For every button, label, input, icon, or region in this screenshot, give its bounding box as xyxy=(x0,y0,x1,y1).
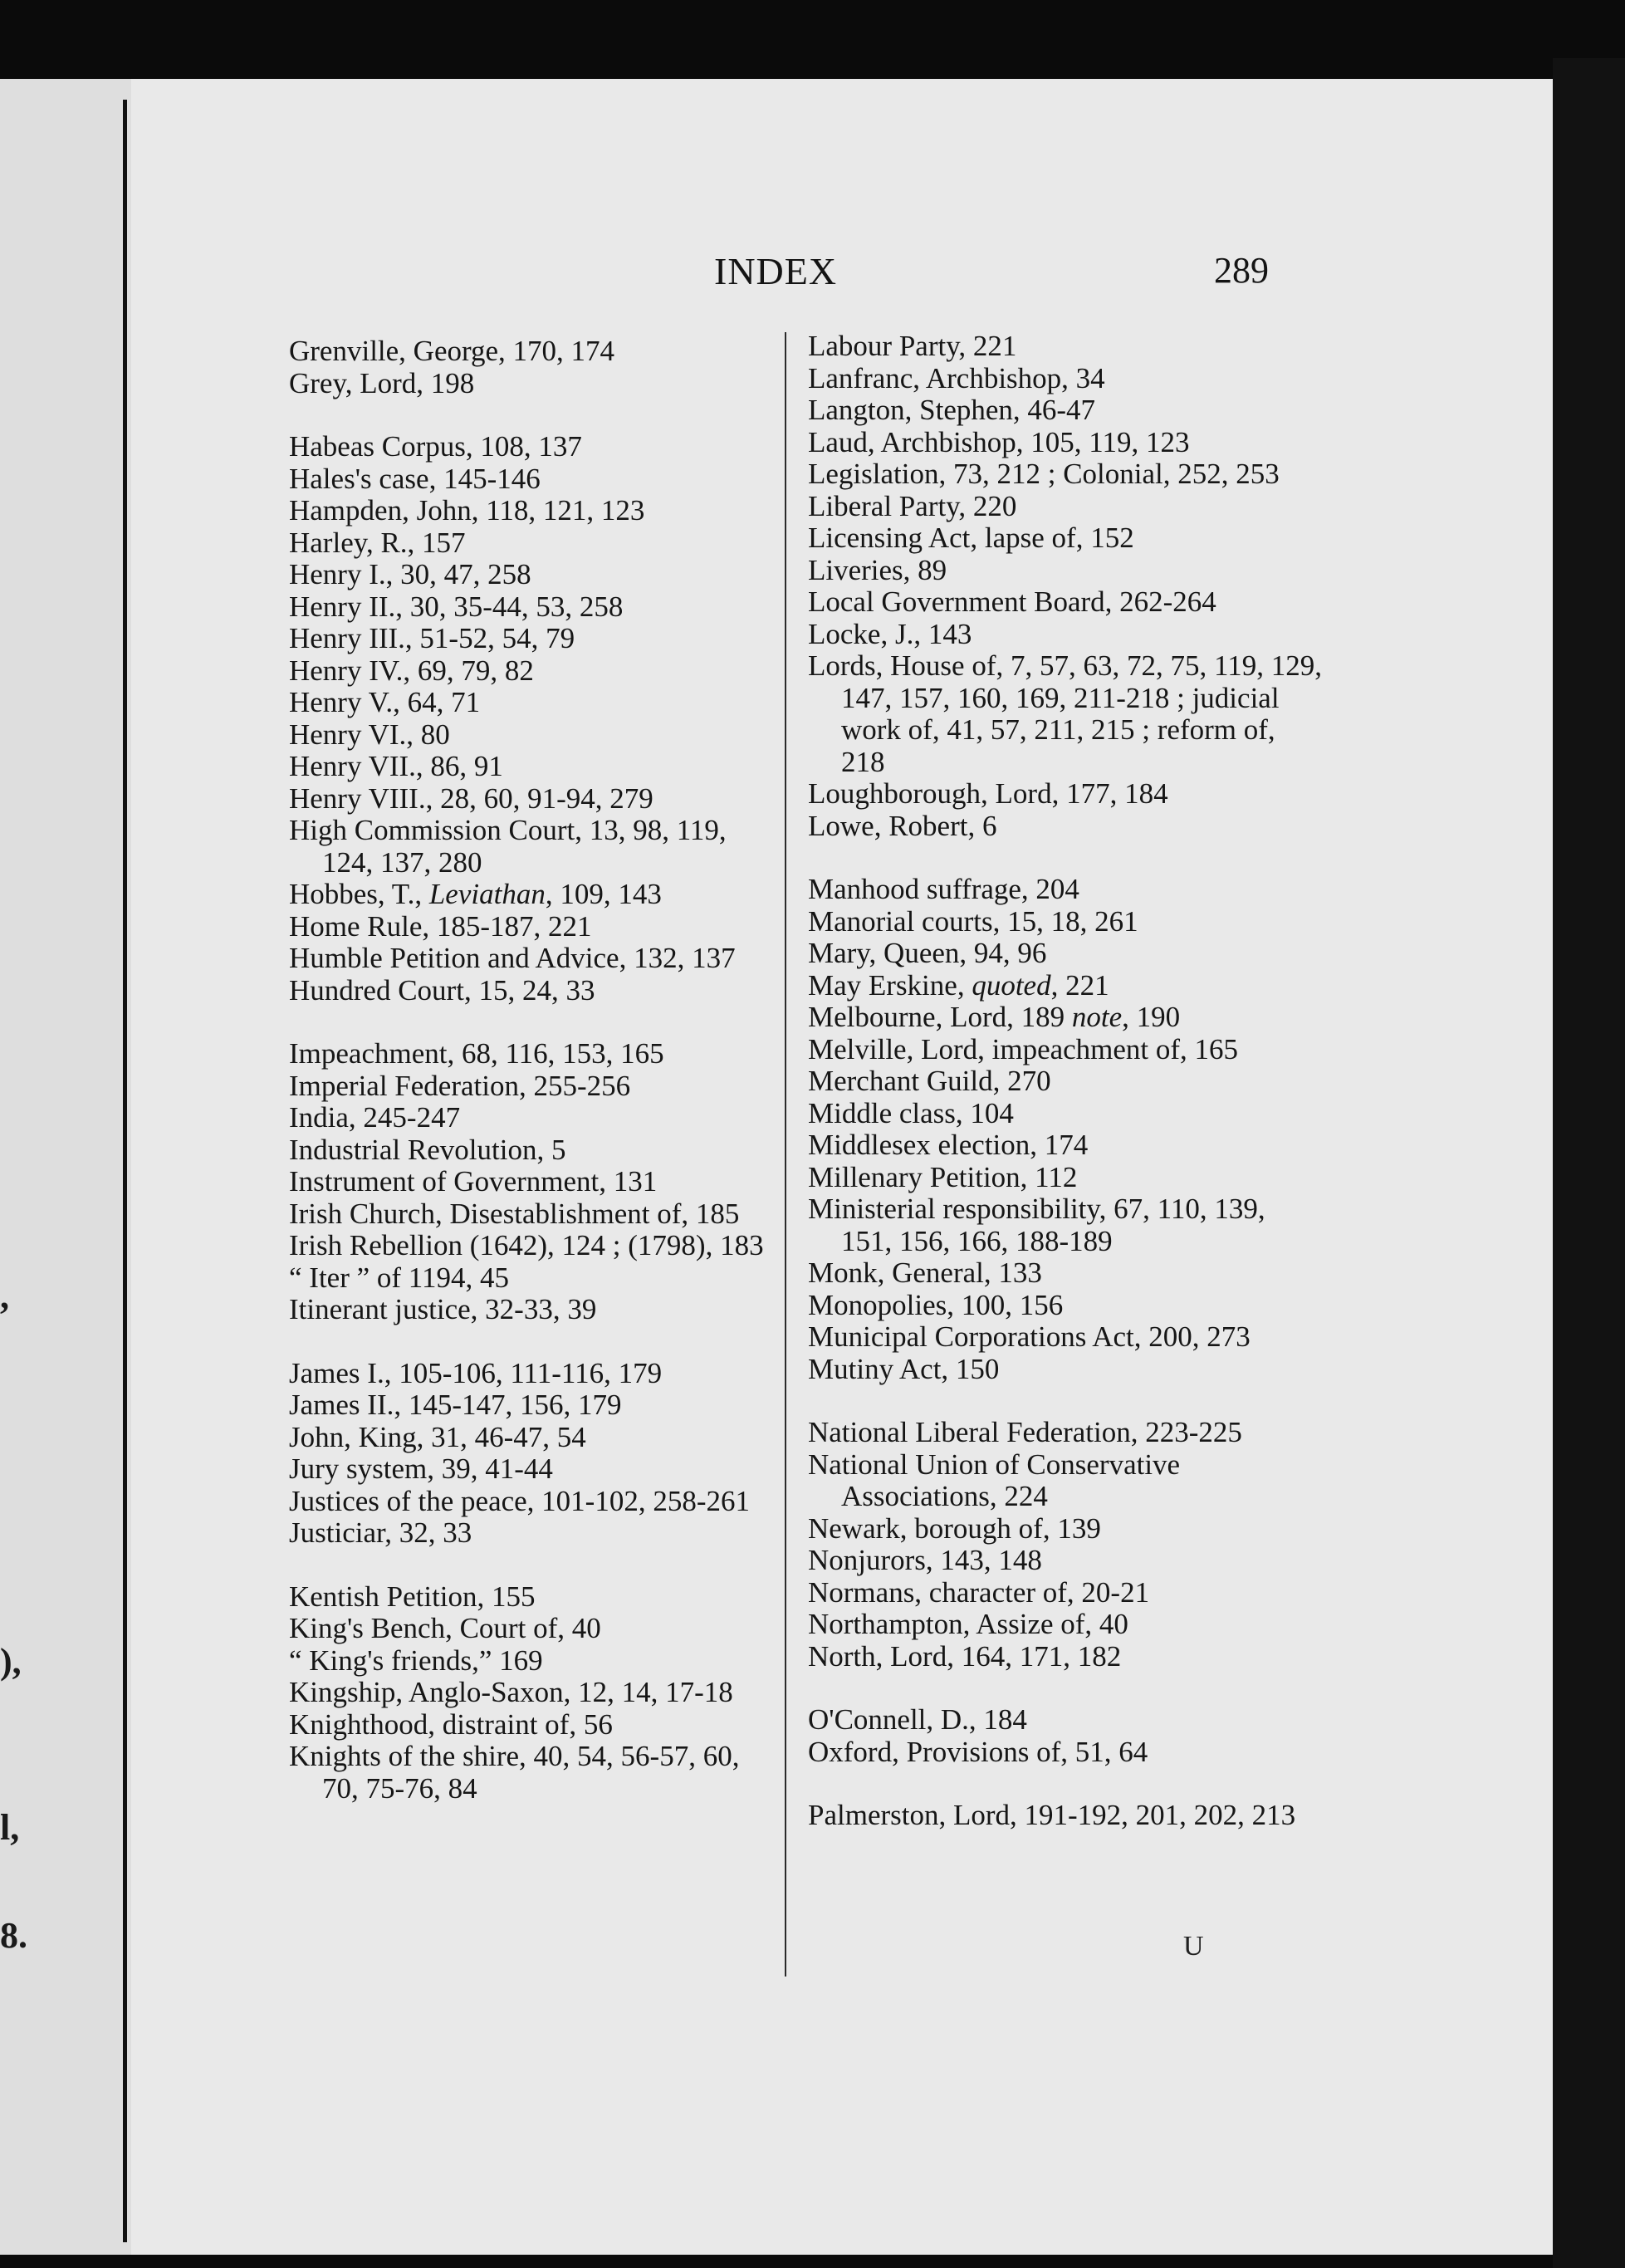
index-entry: Kingship, Anglo-Saxon, 12, 14, 17-18 xyxy=(289,1676,733,1708)
index-entry: Hales's case, 145-146 xyxy=(289,462,541,495)
index-entry: Millenary Petition, 112 xyxy=(808,1160,1078,1193)
index-entry: James I., 105-106, 111-116, 179 xyxy=(289,1356,663,1389)
page-number: 289 xyxy=(1214,250,1269,291)
index-entry: Melville, Lord, impeachment of, 165 xyxy=(808,1032,1239,1065)
index-entry: Mutiny Act, 150 xyxy=(808,1352,1000,1385)
index-entry: Laud, Archbishop, 105, 119, 123 xyxy=(808,425,1190,458)
italic-word: quoted xyxy=(972,968,1051,1002)
index-entry: Liveries, 89 xyxy=(808,553,947,586)
index-entry: Hundred Court, 15, 24, 33 xyxy=(289,973,595,1007)
index-entry: Henry V., 64, 71 xyxy=(289,686,481,718)
index-entry: Melbourne, Lord, 189 note, 190 xyxy=(808,1001,1181,1033)
italic-word: Leviathan xyxy=(428,878,546,910)
index-entry: Newark, borough of, 139 xyxy=(808,1511,1101,1545)
index-entry: Hobbes, T., Leviathan, 109, 143 xyxy=(289,878,662,910)
index-entry: Monk, General, 133 xyxy=(808,1256,1042,1289)
index-entry: Loughborough, Lord, 177, 184 xyxy=(808,777,1168,810)
index-entry: Palmerston, Lord, 191-192, 201, 202, 213 xyxy=(808,1799,1296,1831)
index-entry: Grey, Lord, 198 xyxy=(289,366,475,399)
index-entry: Itinerant justice, 32-33, 39 xyxy=(289,1293,597,1325)
index-entry: Henry VI., 80 xyxy=(289,718,450,751)
index-entry: Justices of the peace, 101-102, 258-261 xyxy=(289,1484,750,1517)
index-entry: Lords, House of, 7, 57, 63, 72, 75, 119, 129, 147, 157, 160, 169, 211-218 ; judicial work of, 41, 57, 211, 215 ; reform of, 218 xyxy=(808,649,1322,778)
index-entry: Henry I., 30, 47, 258 xyxy=(289,558,531,590)
facing-page-mark: , xyxy=(0,1276,9,1316)
index-entry: Lanfranc, Archbishop, 34 xyxy=(808,361,1105,394)
index-entry: Hampden, John, 118, 121, 123 xyxy=(289,494,645,527)
index-entry: Impeachment, 68, 116, 153, 165 xyxy=(289,1037,664,1070)
letter-group-gap xyxy=(289,1550,779,1581)
index-entry: Merchant Guild, 270 xyxy=(808,1065,1051,1097)
index-entry: James II., 145-147, 156, 179 xyxy=(289,1389,622,1421)
index-entry: Normans, character of, 20-21 xyxy=(808,1575,1150,1609)
index-entry: Henry II., 30, 35-44, 53, 258 xyxy=(289,590,624,623)
index-entry: John, King, 31, 46-47, 54 xyxy=(289,1420,586,1453)
scan-background-right xyxy=(1553,58,1625,2268)
catchword: U xyxy=(1183,1931,1204,1962)
index-entry: Instrument of Government, 131 xyxy=(289,1165,658,1198)
index-entry: Northampton, Assize of, 40 xyxy=(808,1608,1128,1640)
index-entry: Justiciar, 32, 33 xyxy=(289,1516,472,1549)
page-title: INDEX xyxy=(714,250,838,292)
index-entry: Middlesex election, 174 xyxy=(808,1129,1089,1161)
letter-group-gap xyxy=(289,1007,779,1038)
index-entry: Imperial Federation, 255-256 xyxy=(289,1069,631,1102)
index-entry: Langton, Stephen, 46-47 xyxy=(808,394,1096,426)
index-entry: India, 245-247 xyxy=(289,1101,461,1134)
letter-group-gap xyxy=(289,399,779,431)
index-entry: Mary, Queen, 94, 96 xyxy=(808,937,1047,969)
index-entry: Henry VIII., 28, 60, 91-94, 279 xyxy=(289,781,653,815)
index-entry: Nonjurors, 143, 148 xyxy=(808,1544,1042,1576)
facing-page-mark: 8. xyxy=(0,1915,27,1956)
index-entry: Middle class, 104 xyxy=(808,1096,1014,1129)
index-entry: Municipal Corporations Act, 200, 273 xyxy=(808,1320,1251,1353)
index-entry: Henry IV., 69, 79, 82 xyxy=(289,654,534,687)
index-entry: King's Bench, Court of, 40 xyxy=(289,1612,601,1644)
index-entry: Jury system, 39, 41-44 xyxy=(289,1452,553,1485)
index-entry: Henry VII., 86, 91 xyxy=(289,750,503,782)
facing-page-edge xyxy=(0,79,131,2255)
index-entry: Irish Rebellion (1642), 124 ; (1798), 183 xyxy=(289,1229,764,1261)
index-entry: Monopolies, 100, 156 xyxy=(808,1288,1064,1321)
index-entry: Oxford, Provisions of, 51, 64 xyxy=(808,1735,1148,1768)
gutter-shadow xyxy=(123,100,127,2242)
index-entry: “ Iter ” of 1194, 45 xyxy=(289,1261,509,1294)
index-entry: Home Rule, 185-187, 221 xyxy=(289,909,592,943)
index-entry: North, Lord, 164, 171, 182 xyxy=(808,1639,1122,1673)
index-entry: Humble Petition and Advice, 132, 137 xyxy=(289,942,736,974)
index-entry: Liberal Party, 220 xyxy=(808,489,1017,522)
index-entry: Irish Church, Disestablishment of, 185 xyxy=(289,1197,740,1230)
index-entry: Locke, J., 143 xyxy=(808,617,972,650)
index-entry: High Commission Court, 13, 98, 119, 124, 137, 280 xyxy=(289,814,727,879)
index-entry: O'Connell, D., 184 xyxy=(808,1703,1027,1736)
index-entry: Habeas Corpus, 108, 137 xyxy=(289,430,582,463)
index-entry: Knighthood, distraint of, 56 xyxy=(289,1707,613,1741)
index-entry: Harley, R., 157 xyxy=(289,526,466,559)
index-entry: Licensing Act, lapse of, 152 xyxy=(808,522,1134,554)
index-entry: May Erskine, quoted, 221 xyxy=(808,968,1109,1002)
index-entry: Henry III., 51-52, 54, 79 xyxy=(289,622,575,654)
letter-group-gap xyxy=(808,1673,1323,1704)
index-entry: Lowe, Robert, 6 xyxy=(808,809,997,842)
index-entry: Labour Party, 221 xyxy=(808,330,1017,362)
index-column-left xyxy=(289,336,779,1805)
index-entry: Legislation, 73, 212 ; Colonial, 252, 253 xyxy=(808,458,1280,490)
index-entry: “ King's friends,” 169 xyxy=(289,1643,543,1677)
index-entry: Kentish Petition, 155 xyxy=(289,1580,536,1613)
letter-group-gap xyxy=(808,1385,1323,1417)
index-column-right xyxy=(808,331,1323,1832)
index-entry: Manhood suffrage, 204 xyxy=(808,873,1079,905)
index-entry: Grenville, George, 170, 174 xyxy=(289,335,615,367)
letter-group-gap xyxy=(808,1768,1323,1800)
letter-group-gap xyxy=(289,1326,779,1358)
index-entry: National Union of Conservative Associations, 224 xyxy=(808,1448,1181,1512)
italic-word: note xyxy=(1071,1001,1123,1033)
index-entry: Local Government Board, 262-264 xyxy=(808,585,1216,618)
facing-page-mark: ), xyxy=(0,1641,22,1682)
index-entry: Industrial Revolution, 5 xyxy=(289,1133,566,1166)
facing-page-mark: l, xyxy=(0,1807,20,1848)
index-entry: Knights of the shire, 40, 54, 56-57, 60, 70, 75-76, 84 xyxy=(289,1740,740,1805)
index-entry: Ministerial responsibility, 67, 110, 139, 151, 156, 166, 188-189 xyxy=(808,1193,1265,1257)
letter-group-gap xyxy=(808,842,1323,874)
index-entry: Manorial courts, 15, 18, 261 xyxy=(808,904,1138,938)
column-divider xyxy=(785,332,786,1977)
index-entry: National Liberal Federation, 223-225 xyxy=(808,1416,1242,1448)
